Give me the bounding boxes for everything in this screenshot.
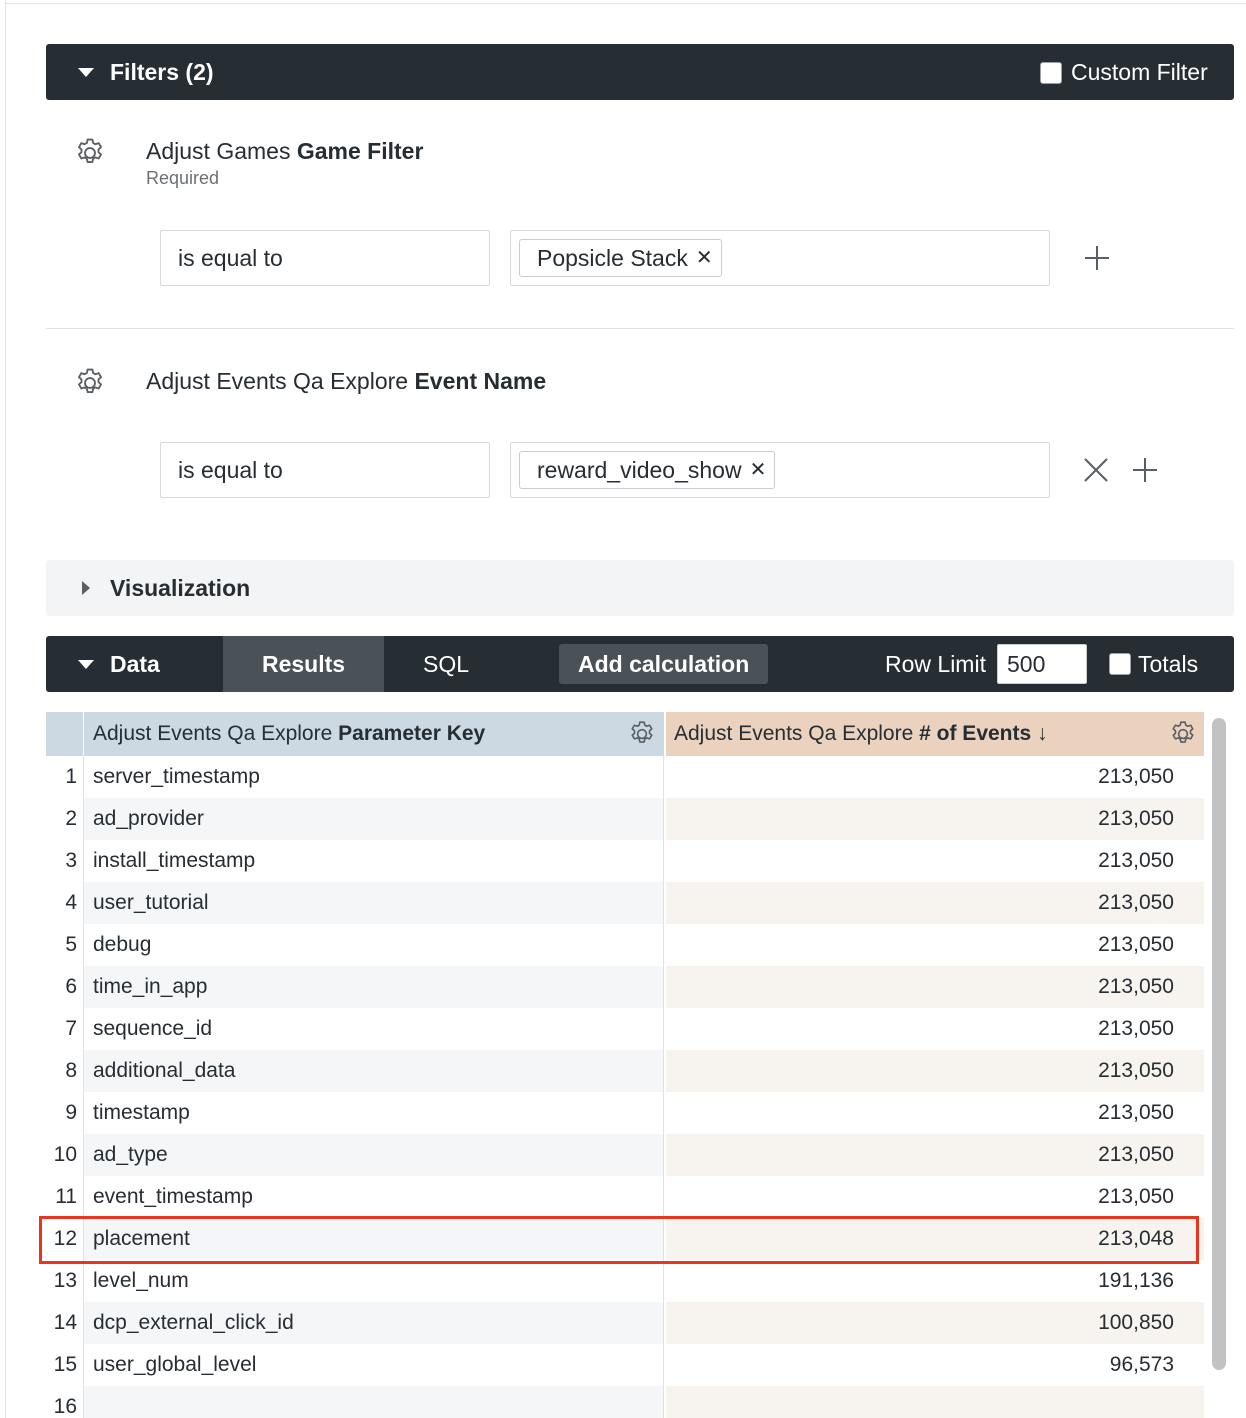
filter-2-view: Adjust Events Qa Explore — [146, 368, 409, 394]
tab-results[interactable]: Results — [223, 636, 384, 692]
row-number: 6 — [65, 975, 77, 998]
totals-checkbox[interactable] — [1109, 653, 1131, 675]
gear-icon[interactable] — [73, 366, 107, 400]
filters-title: Filters (2) — [110, 59, 214, 85]
add-filter-value-icon[interactable] — [1082, 243, 1112, 273]
row-limit-label: Row Limit — [885, 651, 986, 677]
table-row[interactable] — [46, 1176, 1204, 1218]
event-count-cell[interactable]: 213,050 — [666, 798, 1204, 840]
remove-filter-icon[interactable] — [1081, 455, 1111, 485]
parameter-key-cell[interactable]: event_timestamp — [84, 1176, 664, 1218]
row-number: 8 — [65, 1059, 77, 1082]
filter-divider — [46, 328, 1234, 329]
table-row[interactable] — [46, 1302, 1204, 1344]
filter-2-value-input[interactable] — [510, 442, 1050, 498]
table-row[interactable] — [46, 798, 1204, 840]
filter-1-value-label: Popsicle Stack — [537, 245, 688, 271]
row-number: 12 — [53, 1227, 77, 1250]
table-row[interactable] — [46, 1092, 1204, 1134]
filter-1-value-chip — [519, 239, 722, 277]
column-header-view: Adjust Events Qa Explore — [674, 722, 914, 745]
column-header-field: Parameter Key — [338, 722, 486, 745]
row-number-separator — [83, 756, 84, 1418]
visualization-header[interactable] — [46, 560, 1234, 616]
row-number: 9 — [65, 1101, 77, 1124]
parameter-key-cell[interactable]: user_global_level — [84, 1344, 664, 1386]
row-number: 16 — [53, 1395, 77, 1418]
caret-down-icon[interactable] — [78, 660, 94, 669]
filter-2-field: Event Name — [414, 368, 547, 394]
filter-2-value-chip — [519, 451, 775, 489]
event-count-cell[interactable]: 213,050 — [666, 1008, 1204, 1050]
parameter-key-cell[interactable]: sequence_id — [84, 1008, 664, 1050]
custom-filter-checkbox[interactable] — [1040, 62, 1062, 84]
row-number-header — [46, 712, 83, 756]
add-filter-value-icon[interactable] — [1130, 455, 1160, 485]
table-row[interactable] — [46, 1008, 1204, 1050]
custom-filter-label[interactable]: Custom Filter — [1071, 59, 1208, 85]
column-header-field: # of Events ↓ — [919, 722, 1048, 745]
caret-down-icon — [78, 68, 94, 77]
table-row[interactable] — [46, 1386, 1204, 1418]
table-row[interactable] — [46, 1050, 1204, 1092]
column-header-of-events[interactable] — [666, 712, 1204, 756]
caret-right-icon — [82, 581, 90, 595]
row-number: 15 — [53, 1353, 77, 1376]
table-row[interactable] — [46, 1134, 1204, 1176]
table-row[interactable] — [46, 1218, 1204, 1260]
table-row[interactable] — [46, 882, 1204, 924]
filter-2-operator-select[interactable] — [160, 442, 490, 498]
parameter-key-cell[interactable]: ad_provider — [84, 798, 664, 840]
row-number: 10 — [53, 1143, 77, 1166]
event-count-cell[interactable]: 213,048 — [666, 1218, 1204, 1260]
event-count-cell[interactable]: 213,050 — [666, 756, 1204, 798]
parameter-key-cell[interactable]: ad_type — [84, 1134, 664, 1176]
add-calculation-button[interactable]: Add calculation — [559, 644, 768, 684]
totals-label[interactable]: Totals — [1138, 651, 1199, 677]
parameter-key-cell[interactable]: level_num — [84, 1260, 664, 1302]
remove-chip-icon[interactable]: ✕ — [749, 459, 767, 481]
table-row[interactable] — [46, 966, 1204, 1008]
visualization-title: Visualization — [110, 575, 251, 601]
row-number: 3 — [65, 849, 77, 872]
filter-1-view: Adjust Games — [146, 138, 291, 164]
event-count-cell[interactable]: 213,050 — [666, 966, 1204, 1008]
filter-1-required: Required — [146, 168, 220, 188]
event-count-cell[interactable]: 100,850 — [666, 1302, 1204, 1344]
event-count-cell[interactable]: 191,136 — [666, 1260, 1204, 1302]
tab-sql[interactable]: SQL — [422, 651, 470, 677]
parameter-key-cell[interactable]: time_in_app — [84, 966, 664, 1008]
filter-1-field: Game Filter — [296, 138, 424, 164]
parameter-key-cell[interactable]: debug — [84, 924, 664, 966]
event-count-cell[interactable]: 213,050 — [666, 924, 1204, 966]
event-count-cell[interactable]: 213,050 — [666, 1050, 1204, 1092]
row-number: 5 — [65, 933, 77, 956]
row-number: 1 — [65, 765, 77, 788]
gear-icon[interactable] — [73, 136, 107, 170]
column-header-parameter-key[interactable] — [84, 712, 664, 756]
event-count-cell[interactable] — [666, 1386, 1204, 1418]
table-row[interactable] — [46, 1344, 1204, 1386]
left-edge — [0, 0, 6, 1418]
parameter-key-cell[interactable]: placement — [84, 1218, 664, 1260]
row-number: 2 — [65, 807, 77, 830]
table-row[interactable] — [46, 1260, 1204, 1302]
parameter-key-cell[interactable]: additional_data — [84, 1050, 664, 1092]
filter-1-operator-select[interactable] — [160, 230, 490, 286]
data-header — [46, 636, 1234, 692]
filter-1-title — [146, 138, 423, 165]
row-number: 13 — [53, 1269, 77, 1292]
parameter-key-cell[interactable]: server_timestamp — [84, 756, 664, 798]
event-count-cell[interactable]: 213,050 — [666, 1134, 1204, 1176]
row-number: 7 — [65, 1017, 77, 1040]
data-title[interactable]: Data — [110, 651, 160, 677]
event-count-cell[interactable]: 213,050 — [666, 840, 1204, 882]
filter-1-operator: is equal to — [178, 245, 283, 271]
row-number: 4 — [65, 891, 77, 914]
table-row[interactable] — [46, 756, 1204, 798]
scrollbar-thumb[interactable] — [1212, 718, 1226, 1370]
filter-1-value-input[interactable] — [510, 230, 1050, 286]
results-table — [46, 712, 1234, 1418]
event-count-cell[interactable]: 213,050 — [666, 1176, 1204, 1218]
top-edge — [6, 0, 1246, 4]
parameter-key-cell[interactable]: timestamp — [84, 1092, 664, 1134]
gear-icon[interactable] — [627, 719, 657, 749]
filter-2-operator: is equal to — [178, 457, 283, 483]
remove-chip-icon[interactable]: ✕ — [695, 247, 713, 269]
parameter-key-cell[interactable]: install_timestamp — [84, 840, 664, 882]
event-count-cell[interactable]: 213,050 — [666, 882, 1204, 924]
row-limit-input[interactable] — [997, 644, 1087, 684]
parameter-key-cell[interactable]: user_tutorial — [84, 882, 664, 924]
table-row[interactable] — [46, 924, 1204, 966]
column-header-view: Adjust Events Qa Explore — [93, 722, 333, 745]
filters-header[interactable] — [46, 44, 1234, 100]
parameter-key-cell[interactable] — [84, 1386, 664, 1418]
event-count-cell[interactable]: 213,050 — [666, 1092, 1204, 1134]
gear-icon[interactable] — [1168, 719, 1198, 749]
event-count-cell[interactable]: 96,573 — [666, 1344, 1204, 1386]
row-number: 14 — [53, 1311, 77, 1334]
filter-2-title — [146, 368, 546, 395]
row-number: 11 — [55, 1185, 77, 1208]
table-row[interactable] — [46, 840, 1204, 882]
filter-2-value-label: reward_video_show — [537, 457, 742, 483]
parameter-key-cell[interactable]: dcp_external_click_id — [84, 1302, 664, 1344]
